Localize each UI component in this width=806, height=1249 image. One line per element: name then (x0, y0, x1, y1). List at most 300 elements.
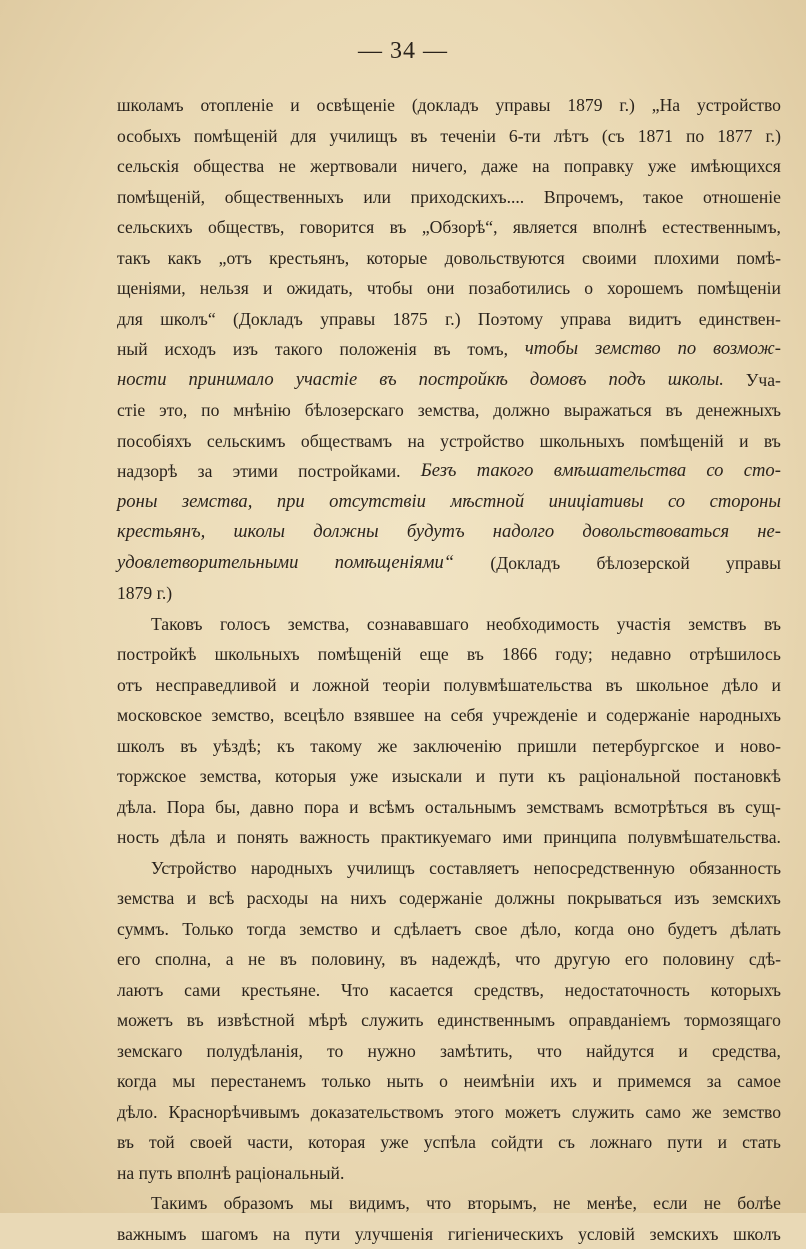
word: будутъ (407, 517, 465, 548)
word: практикуемаго (381, 822, 492, 853)
word: Поэтому (478, 304, 543, 335)
word: „отъ (219, 243, 252, 274)
word: болѣе (737, 1188, 781, 1219)
word: школъ (733, 1219, 781, 1249)
word: школамъ (117, 90, 184, 121)
word: сущ- (745, 792, 781, 823)
word: ность (117, 822, 159, 853)
word: такъ (117, 243, 150, 274)
text-line (117, 761, 781, 792)
word: торжское (117, 761, 186, 792)
word: той (149, 1127, 175, 1158)
text-line (117, 1066, 781, 1097)
word: а (226, 944, 234, 975)
word: земствамъ (526, 792, 604, 823)
word: положенія (339, 334, 416, 365)
word: еще (420, 639, 449, 670)
word: что (426, 1188, 451, 1219)
word: и (371, 914, 380, 945)
word: (докладъ (412, 90, 479, 121)
word: ново- (740, 731, 781, 762)
page-number: — 34 — (0, 38, 806, 65)
word: (Докладъ (233, 304, 303, 335)
word: обществъ, (208, 212, 284, 243)
word: не (279, 151, 296, 182)
word: недавно (611, 639, 671, 670)
word: важнымъ (117, 1219, 187, 1249)
text-line (117, 273, 781, 304)
word: постройками. (298, 456, 400, 487)
word: Устройство (151, 853, 237, 884)
word: само (645, 1097, 681, 1128)
word: дѣла (170, 822, 205, 853)
word: и (678, 1036, 687, 1067)
text-line (117, 944, 781, 975)
text-line (117, 121, 781, 152)
word: Таковъ (151, 609, 203, 640)
word: замѣтить, (440, 1036, 513, 1067)
word: школьныхъ (540, 426, 625, 457)
word: учрежденіе (493, 700, 578, 731)
page-text (117, 90, 781, 1249)
word: изъ (233, 334, 258, 365)
text-line (117, 426, 781, 457)
word: 1879 (567, 90, 602, 121)
word: помѣщеній (194, 121, 278, 152)
word: отношеніе (703, 182, 781, 213)
word: школы (233, 517, 285, 548)
word: необходимость (486, 609, 599, 640)
word: особыхъ (117, 121, 181, 152)
word: подъ (609, 365, 646, 396)
word: оправданіемъ (569, 1005, 671, 1036)
word: управы (496, 90, 551, 121)
word: школьное (636, 670, 709, 701)
word: половину (663, 944, 735, 975)
text-line (117, 517, 781, 548)
word: нужно (367, 1036, 415, 1067)
word: на (532, 151, 549, 182)
word: школъ (117, 731, 165, 762)
word: 1866 (502, 639, 537, 670)
word: земскаго (117, 1036, 182, 1067)
word: помѣщеніи (697, 273, 781, 304)
word: со (668, 487, 685, 518)
word: въ (400, 944, 417, 975)
word: такое (643, 182, 683, 213)
word: можетъ (505, 1097, 561, 1128)
word: на (407, 426, 424, 457)
word: успѣла (424, 1127, 476, 1158)
text-line (117, 456, 781, 487)
word: (Докладъ (490, 548, 560, 579)
word: Пора (167, 792, 205, 823)
word: 6-ти (509, 121, 541, 152)
text-line (117, 1158, 781, 1189)
word: ими (502, 822, 532, 853)
text-line (117, 883, 781, 914)
word: можетъ (117, 1005, 173, 1036)
word: Такимъ (151, 1188, 207, 1219)
word: единствен- (699, 304, 781, 335)
word: на (321, 883, 338, 914)
word: какъ (168, 243, 202, 274)
word: полувмѣшательства (444, 670, 593, 701)
word: видимъ, (349, 1188, 410, 1219)
word: постройкѣ (419, 365, 508, 396)
word: Краснорѣчивымъ (168, 1097, 299, 1128)
word: помѣщеній (640, 426, 724, 457)
word: плохими (654, 243, 719, 274)
word: не (248, 944, 265, 975)
word: со (706, 456, 723, 487)
word: въ (280, 944, 297, 975)
word: довольствуются (445, 243, 565, 274)
word: году; (555, 639, 592, 670)
word: въ (180, 731, 197, 762)
word: пути (305, 1219, 340, 1249)
word: уже (380, 1127, 408, 1158)
word: даже (481, 151, 518, 182)
word: теченіи (440, 121, 495, 152)
word: будетъ (668, 914, 718, 945)
word: же (692, 1097, 712, 1128)
word: на (273, 1219, 290, 1249)
word: по (201, 395, 219, 426)
word: земскихъ (712, 883, 781, 914)
word: шагомъ (201, 1219, 258, 1249)
word: московское (117, 700, 202, 731)
word: это, (159, 395, 187, 426)
word: пути (499, 761, 534, 792)
word: принимало (188, 365, 273, 396)
word: раціональный. (235, 1163, 344, 1183)
word: 1879 (117, 583, 152, 603)
word: ложной (313, 670, 370, 701)
word: иниціативы (549, 487, 644, 518)
word: составляетъ (429, 853, 519, 884)
text-line (117, 822, 781, 853)
word: управы (320, 304, 375, 335)
word: единственнымъ (437, 1005, 555, 1036)
text-line (117, 395, 781, 426)
word: условій (578, 1219, 635, 1249)
text-line (117, 1036, 781, 1067)
word: Только (182, 914, 233, 945)
word: которыхъ (711, 975, 781, 1006)
text-line (117, 914, 781, 945)
word: и (715, 731, 724, 762)
word: остальнымъ (425, 792, 516, 823)
word: надзорѣ (117, 456, 177, 487)
word: дѣлать (731, 914, 781, 945)
word: надолго (493, 517, 554, 548)
word: сельскія (117, 151, 179, 182)
word: земство (723, 1097, 781, 1128)
word: мѣрѣ (308, 1005, 347, 1036)
word: при (277, 487, 305, 518)
word: ихъ (550, 1066, 577, 1097)
word: постройкѣ (117, 639, 196, 670)
word: о (439, 1066, 448, 1097)
word: въ (117, 1127, 134, 1158)
word: вмѣшательства (554, 456, 686, 487)
word: въ (467, 639, 484, 670)
word: помѣщеніями“ (335, 548, 454, 579)
word: надеждѣ, (432, 944, 501, 975)
word: примемся (618, 1066, 692, 1097)
word: ности (117, 365, 167, 396)
text-line (117, 1188, 781, 1219)
word: въ (379, 365, 396, 396)
word: расходы (247, 883, 308, 914)
word: этого (455, 1097, 494, 1128)
word: мы (172, 1066, 195, 1097)
text-line (117, 609, 781, 640)
word: такого (477, 456, 534, 487)
word: сдѣ- (749, 944, 781, 975)
text-line (117, 700, 781, 731)
word: участія (617, 609, 671, 640)
word: участіе (296, 365, 358, 396)
word: имѣющихся (690, 151, 780, 182)
text-line (117, 548, 781, 579)
word: съ (558, 1127, 575, 1158)
word: въ (764, 609, 781, 640)
word: взявшее (354, 700, 415, 731)
word: этими (233, 456, 278, 487)
word: въ (187, 1005, 204, 1036)
word: служить (572, 1097, 634, 1128)
word: освѣщеніе (317, 90, 395, 121)
text-line (117, 1219, 781, 1249)
word: половину, (311, 944, 385, 975)
word: всѣ (209, 883, 235, 914)
word: и (771, 670, 780, 701)
text-line (117, 304, 781, 335)
word: крестьянъ, (117, 517, 205, 548)
word: которые (366, 243, 427, 274)
word: служить (361, 1005, 423, 1036)
word: для (291, 121, 317, 152)
word: и (593, 1066, 602, 1097)
text-line (117, 1127, 781, 1158)
word: содержаніе (606, 700, 690, 731)
word: по (686, 121, 704, 152)
word: и (263, 273, 272, 304)
word: земскихъ (650, 1219, 719, 1249)
word: школы. (668, 365, 724, 396)
word: пособіяхъ (117, 426, 191, 457)
word: является (513, 212, 578, 243)
word: земства, (182, 487, 252, 518)
word: недостаточность (565, 975, 690, 1006)
word: ожидать, (286, 273, 352, 304)
word: земства, (418, 395, 480, 426)
word: давно (251, 792, 294, 823)
word: своей (190, 1127, 232, 1158)
word: должны (313, 517, 378, 548)
word: содержаніе (399, 883, 483, 914)
word: устройство (697, 90, 781, 121)
word: мнѣнію (233, 395, 291, 426)
word: по (678, 334, 697, 365)
word: выражаться (564, 395, 652, 426)
word: 1877 (717, 121, 752, 152)
word: пора (304, 792, 339, 823)
word: дѣла. (117, 792, 157, 823)
word: своими (582, 243, 637, 274)
word: которая (308, 1127, 365, 1158)
word: щеніями, (117, 273, 186, 304)
word: Уча- (746, 365, 781, 396)
text-line (117, 487, 781, 518)
word: денежныхъ (696, 395, 781, 426)
text-line (117, 975, 781, 1006)
word: должны (495, 883, 555, 914)
word: не (704, 1188, 721, 1219)
word: удовлетворительными (117, 548, 298, 579)
word: сами (184, 975, 220, 1006)
word: обществамъ (301, 426, 392, 457)
word: сознававшаго (367, 609, 469, 640)
word: чтобы (525, 334, 578, 365)
word: управы (726, 548, 781, 579)
word: отсутствіи (329, 487, 426, 518)
word: уже (648, 151, 676, 182)
word: въ (718, 792, 735, 823)
word: мѣстной (450, 487, 524, 518)
word: 1871 (638, 121, 673, 152)
word: въ (606, 670, 623, 701)
word: роны (117, 487, 157, 518)
word: г.) (765, 121, 781, 152)
word: поправку (564, 151, 634, 182)
word: голосъ (220, 609, 270, 640)
word: теоріи (383, 670, 430, 701)
word: Безъ (421, 456, 457, 487)
word: образомъ (224, 1188, 294, 1219)
word: понять (237, 822, 288, 853)
word: и (587, 700, 596, 731)
word: довольствоваться (582, 517, 729, 548)
word: 1875 (393, 304, 428, 335)
word: бы, (215, 792, 240, 823)
word: менѣе, (587, 1188, 637, 1219)
word: мы (310, 1188, 333, 1219)
word: земства, (288, 609, 350, 640)
word: не (553, 1188, 570, 1219)
word: за (707, 1066, 722, 1097)
word: они (427, 273, 455, 304)
word: гигіеническихъ (448, 1219, 563, 1249)
word: училищъ (347, 853, 415, 884)
word: ный (117, 334, 148, 365)
word: школьныхъ (215, 639, 300, 670)
word: бѣлозерской (596, 548, 689, 579)
word: естественнымъ, (662, 212, 781, 243)
word: помѣщеній, (117, 182, 205, 213)
word: отрѣшилось (689, 639, 781, 670)
word: крестьянъ, (269, 243, 349, 274)
word: училищъ (329, 121, 397, 152)
word: обязанность (689, 853, 781, 884)
word: лѣтъ (554, 121, 589, 152)
word: крестьяне. (241, 975, 320, 1006)
word: къ (548, 761, 566, 792)
word: и (349, 792, 358, 823)
word: хорошемъ (607, 273, 683, 304)
word: дѣло, (521, 914, 561, 945)
word: чтобы (367, 273, 413, 304)
word: стороны (710, 487, 781, 518)
word: и (476, 761, 485, 792)
word: неимѣніи (464, 1066, 535, 1097)
word: изыскали (392, 761, 462, 792)
word: ничего, (412, 151, 467, 182)
word: ложнаго (590, 1127, 652, 1158)
word: народныхъ (251, 853, 333, 884)
word: въ (666, 395, 683, 426)
word: что (537, 1036, 562, 1067)
word: постановкѣ (694, 761, 781, 792)
word: оно (627, 914, 654, 945)
text-line (117, 578, 781, 609)
word: вполнѣ (177, 1163, 231, 1183)
word: несправедливой (156, 670, 277, 701)
word: петербургское (592, 731, 699, 762)
word: части, (247, 1127, 293, 1158)
word: земство (299, 914, 357, 945)
word: или (363, 182, 391, 213)
word: лаютъ (117, 975, 163, 1006)
word: ныть (387, 1066, 424, 1097)
word: общества (193, 151, 264, 182)
word: за (198, 456, 213, 487)
word: приходскихъ.... (411, 182, 525, 213)
word: всецѣло (284, 700, 345, 731)
word: „На (652, 90, 680, 121)
word: путь (139, 1163, 173, 1183)
text-line (117, 670, 781, 701)
word: всмотрѣться (614, 792, 708, 823)
word: говорится (300, 212, 375, 243)
word: позаботились (469, 273, 571, 304)
word: доказательствомъ (311, 1097, 444, 1128)
word: отопленіе (200, 90, 273, 121)
word: тогда (247, 914, 286, 945)
word: принципа (544, 822, 617, 853)
word: домовъ (530, 365, 587, 396)
word: если (653, 1188, 687, 1219)
word: земства, (200, 761, 262, 792)
word: нихъ (350, 883, 386, 914)
word: земство, (212, 700, 275, 731)
word: такого (275, 334, 323, 365)
text-line (117, 182, 781, 213)
word: и (290, 670, 299, 701)
word: раціональной (579, 761, 681, 792)
word: не- (757, 517, 781, 548)
word: полувмѣшательства. (628, 822, 781, 853)
word: улучшенія (355, 1219, 433, 1249)
word: исходъ (165, 334, 216, 365)
word: то (327, 1036, 343, 1067)
word: вторымъ, (468, 1188, 537, 1219)
word: суммъ. (117, 914, 169, 945)
word: свое (475, 914, 508, 945)
word: видитъ (628, 304, 681, 335)
